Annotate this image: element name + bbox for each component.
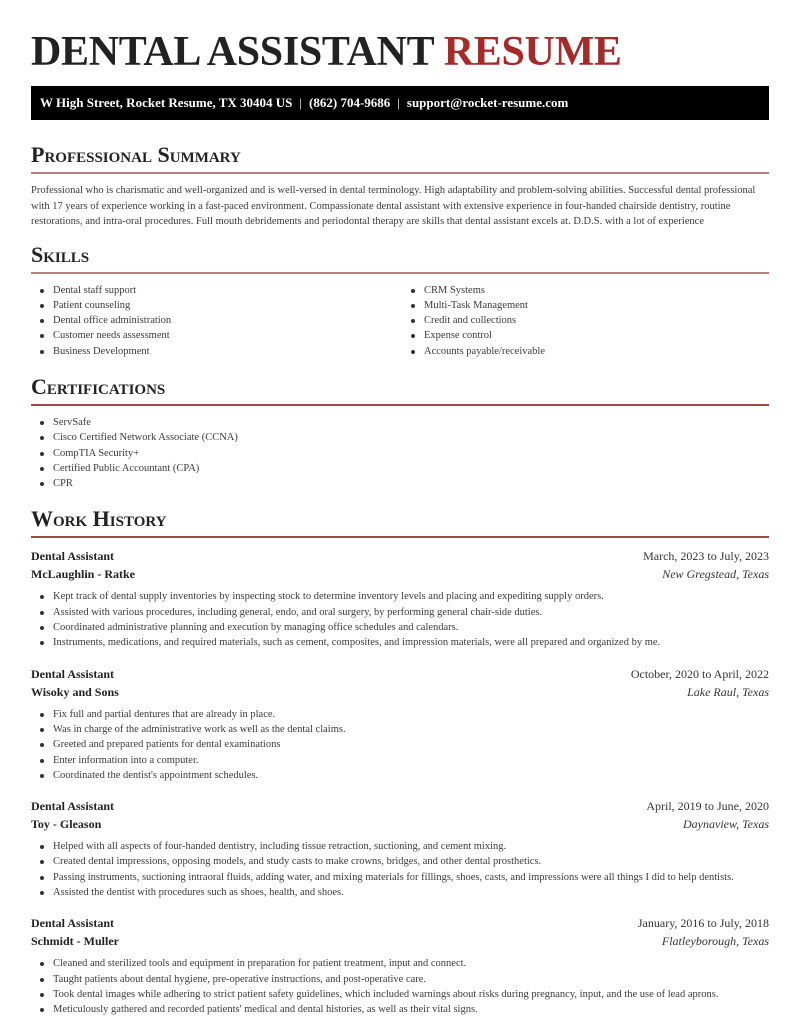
job-title: Dental Assistant (31, 799, 115, 814)
job-duty: Kept track of dental supply inventories by inspecting stock to determine inventory levels and placing and expediting supply orders. (31, 589, 769, 604)
certification-item: Certified Public Accountant (CPA) (31, 461, 769, 476)
job-location: Lake Raul, Texas (687, 684, 769, 699)
job-company-row (31, 815, 769, 833)
job-entry (31, 914, 769, 1017)
section-heading-certifications: Certifications (31, 374, 769, 406)
job-entry (31, 665, 769, 783)
skill-item: Multi-Task Management (402, 298, 769, 313)
job-duties-list (31, 707, 769, 783)
title-accent: RESUME (443, 29, 622, 75)
certification-item: CPR (31, 476, 769, 491)
job-duty: Took dental images while adhering to strict patient safety guidelines, which included warnings about risks during pregnancy, input, and the use of lead aprons. (31, 987, 769, 1002)
job-company: Wisoky and Sons (31, 684, 119, 699)
job-duties-list (31, 956, 769, 1017)
skills-grid (31, 283, 769, 359)
contact-separator: | (299, 95, 303, 110)
job-location: Daynaview, Texas (683, 817, 769, 832)
certifications-section (31, 374, 769, 491)
job-company-row (31, 565, 769, 583)
job-company: McLaughlin - Ratke (31, 567, 136, 582)
summary-section (31, 142, 769, 230)
skill-item: Dental staff support (31, 283, 400, 298)
skill-item: CRM Systems (402, 283, 769, 298)
contact-address: W High Street, Rocket Resume, TX 30404 US (40, 95, 293, 110)
job-duty: Greeted and prepared patients for dental examinations (31, 737, 769, 752)
job-dates: April, 2019 to June, 2020 (646, 799, 769, 814)
job-duties-list (31, 839, 769, 900)
resume-title (31, 28, 769, 76)
job-dates: January, 2016 to July, 2018 (637, 916, 769, 931)
skills-section (31, 242, 769, 359)
job-duty: Cleaned and sterilized tools and equipment in preparation for patient treatment, input and connect. (31, 956, 769, 971)
skill-item: Customer needs assessment (31, 328, 400, 343)
job-duty: Fix full and partial dentures that are already in place. (31, 707, 769, 722)
job-company: Schmidt - Muller (31, 934, 119, 949)
job-header-row (31, 665, 769, 683)
skill-item: Business Development (31, 344, 400, 359)
job-duty: Coordinated administrative planning and execution by managing office schedules and calendars. (31, 620, 769, 635)
job-location: Flatleyborough, Texas (661, 934, 769, 949)
job-duties-list (31, 589, 769, 650)
contact-email[interactable]: support@rocket-resume.com (406, 95, 569, 110)
job-duty: Taught patients about dental hygiene, pre-operative instructions, and post-operative care. (31, 972, 769, 987)
section-heading-summary: Professional Summary (31, 142, 769, 174)
skill-item: Dental office administration (31, 313, 400, 328)
summary-text: Professional who is charismatic and well-organized and is well-versed in dental terminology. High adaptability and problem-solving abilities. Successful dental professional with 17 years of experience working in a fast-paced environment. Compassionate dental assistant with extensive experience in four-handed chairside dentistry, routine restorations, and intra-oral procedures. Full mouth debridements and periodontal therapy are skills that dental assistant excels at. D.D.S. with a lot of experience (31, 185, 756, 227)
job-company: Toy - Gleason (31, 817, 102, 832)
job-duty: Assisted the dentist with procedures such as shoes, health, and shoes. (31, 885, 769, 900)
section-heading-skills: Skills (31, 242, 769, 274)
job-dates: March, 2023 to July, 2023 (643, 549, 769, 564)
job-duty: Meticulously gathered and recorded patients' medical and dental histories, as well as their vital signs. (31, 1002, 769, 1017)
skill-item: Expense control (402, 328, 769, 343)
job-duty: Passing instruments, suctioning intraoral fluids, adding water, and mixing materials for fillings, shoes, casts, and impressions were all things I did to help dentists. (31, 870, 769, 885)
job-entry (31, 547, 769, 650)
job-duty: Enter information into a computer. (31, 753, 769, 768)
certification-item: CompTIA Security+ (31, 446, 769, 461)
job-entry (31, 797, 769, 900)
skill-item: Credit and collections (402, 313, 769, 328)
contact-separator: | (397, 95, 400, 110)
job-duty: Assisted with various procedures, including general, endo, and oral surgery, by performing general chair-side duties. (31, 605, 769, 620)
job-duty: Instruments, medications, and required materials, such as cement, composites, and impression materials, were all prepared and organized by me. (31, 635, 769, 650)
job-duty: Created dental impressions, opposing models, and study casts to make crowns, bridges, and other dental prosthetics. (31, 854, 769, 869)
skills-list-right (400, 283, 769, 359)
skills-list-left (31, 283, 400, 359)
skill-item: Accounts payable/receivable (402, 344, 769, 359)
job-duty: Helped with all aspects of four-handed dentistry, including tissue retraction, suctioning, and cement mixing. (31, 839, 769, 854)
certification-item: ServSafe (31, 415, 769, 430)
job-header-row (31, 547, 769, 565)
job-header-row (31, 914, 769, 932)
skill-item: Patient counseling (31, 298, 400, 313)
job-title: Dental Assistant (31, 916, 115, 931)
job-duty: Coordinated the dentist's appointment schedules. (31, 768, 769, 783)
job-header-row (31, 797, 769, 815)
job-location: New Gregstead, Texas (662, 567, 769, 582)
job-title: Dental Assistant (31, 666, 115, 681)
certifications-list (31, 415, 769, 491)
job-title: Dental Assistant (31, 549, 115, 564)
certification-item: Cisco Certified Network Associate (CCNA) (31, 430, 769, 445)
job-company-row (31, 932, 769, 950)
section-heading-work-history: Work History (31, 506, 769, 538)
job-dates: October, 2020 to April, 2022 (630, 666, 769, 681)
title-main: DENTAL ASSISTANT (31, 29, 434, 75)
work-history-section (31, 506, 769, 1017)
contact-bar (31, 86, 769, 120)
contact-phone[interactable]: (862) 704-9686 (309, 95, 391, 110)
job-duty: Was in charge of the administrative work as well as the dental claims. (31, 722, 769, 737)
job-company-row (31, 683, 769, 701)
